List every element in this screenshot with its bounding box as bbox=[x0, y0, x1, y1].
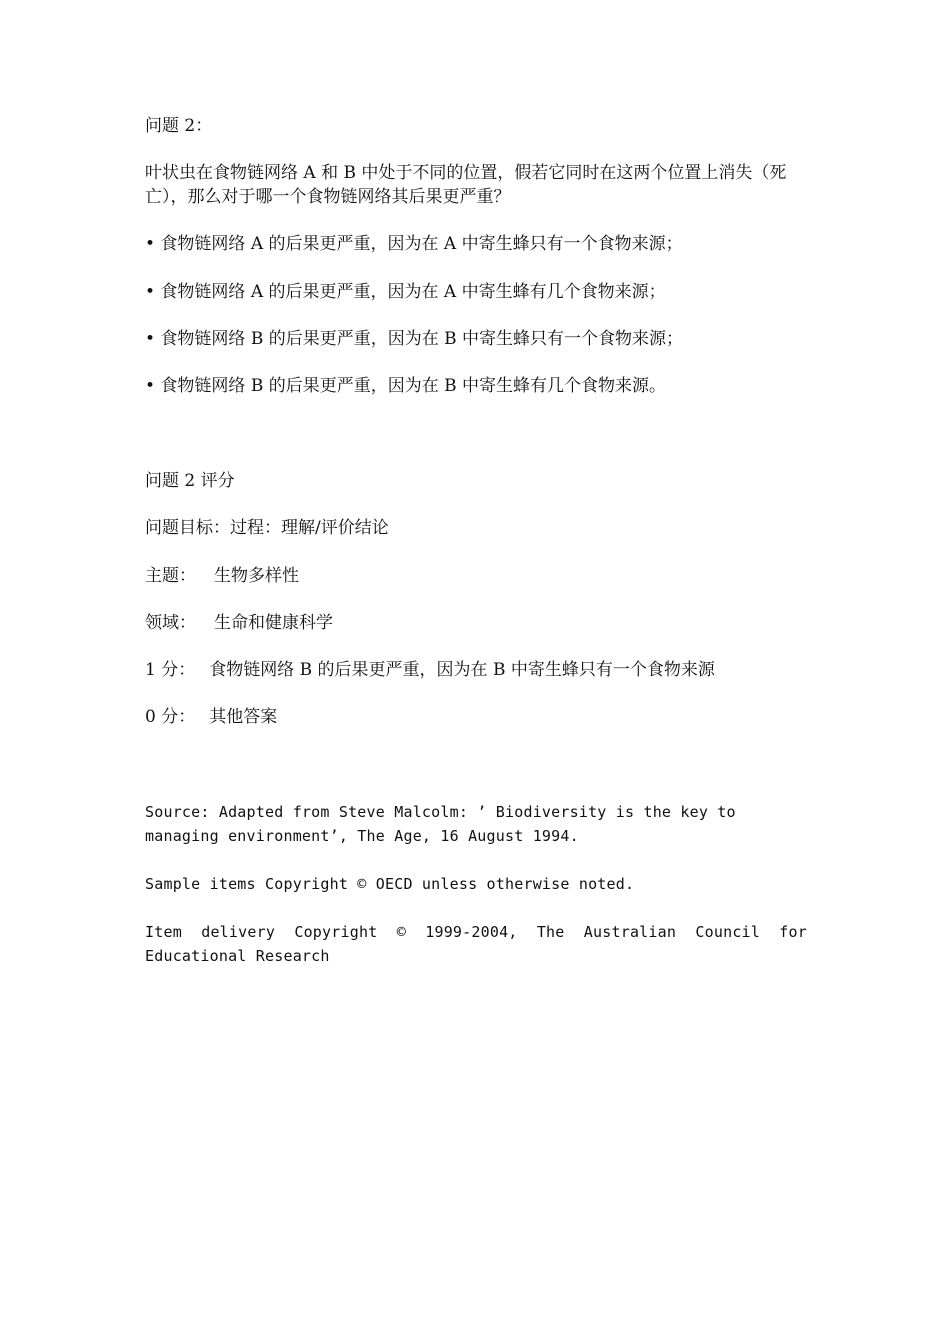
option-b-multiple-sources: • 食物链网络 B 的后果更严重，因为在 B 中寄生蜂有几个食物来源。 bbox=[145, 376, 667, 396]
domain-value: 生命和健康科学 bbox=[214, 613, 333, 633]
scoring-heading: 问题 2 评分 bbox=[145, 471, 235, 491]
delivery-copyright: Item delivery Copyright © 1999-2004, The Australian Council for Educational Research bbox=[145, 923, 807, 965]
scoring-objective: 问题目标：过程：理解/评价结论 bbox=[145, 518, 389, 538]
scoring-full-credit bbox=[145, 658, 715, 682]
full-credit-label: 1 分： bbox=[145, 660, 196, 680]
option-a-single-source: • 食物链网络 A 的后果更严重，因为在 A 中寄生蜂只有一个食物来源； bbox=[145, 234, 683, 254]
question-title: 问题 2： bbox=[145, 116, 213, 136]
oecd-copyright: Sample items Copyright © OECD unless otherwise noted. bbox=[145, 875, 635, 893]
scoring-domain bbox=[145, 611, 333, 635]
full-credit-value: 食物链网络 B 的后果更严重，因为在 B 中寄生蜂只有一个食物来源 bbox=[209, 660, 715, 680]
option-a-multiple-sources: • 食物链网络 A 的后果更严重，因为在 A 中寄生蜂有几个食物来源； bbox=[145, 282, 666, 302]
no-credit-label: 0 分： bbox=[145, 707, 196, 727]
domain-label: 领域： bbox=[145, 613, 196, 633]
topic-label: 主题： bbox=[145, 566, 196, 586]
question-prompt: 叶状虫在食物链网络 A 和 B 中处于不同的位置，假若它同时在这两个位置上消失（死亡），那么对于哪一个食物链网络其后果更严重？ bbox=[145, 163, 787, 207]
source-note: Source: Adapted from Steve Malcolm: ’ Biodiversity is the key to managing environment’, The Age, 16 August 1994. bbox=[145, 803, 736, 845]
option-b-single-source: • 食物链网络 B 的后果更严重，因为在 B 中寄生蜂只有一个食物来源； bbox=[145, 329, 684, 349]
no-credit-value: 其他答案 bbox=[209, 707, 278, 727]
topic-value: 生物多样性 bbox=[214, 566, 299, 586]
scoring-no-credit bbox=[145, 705, 277, 729]
scoring-topic bbox=[145, 564, 299, 588]
